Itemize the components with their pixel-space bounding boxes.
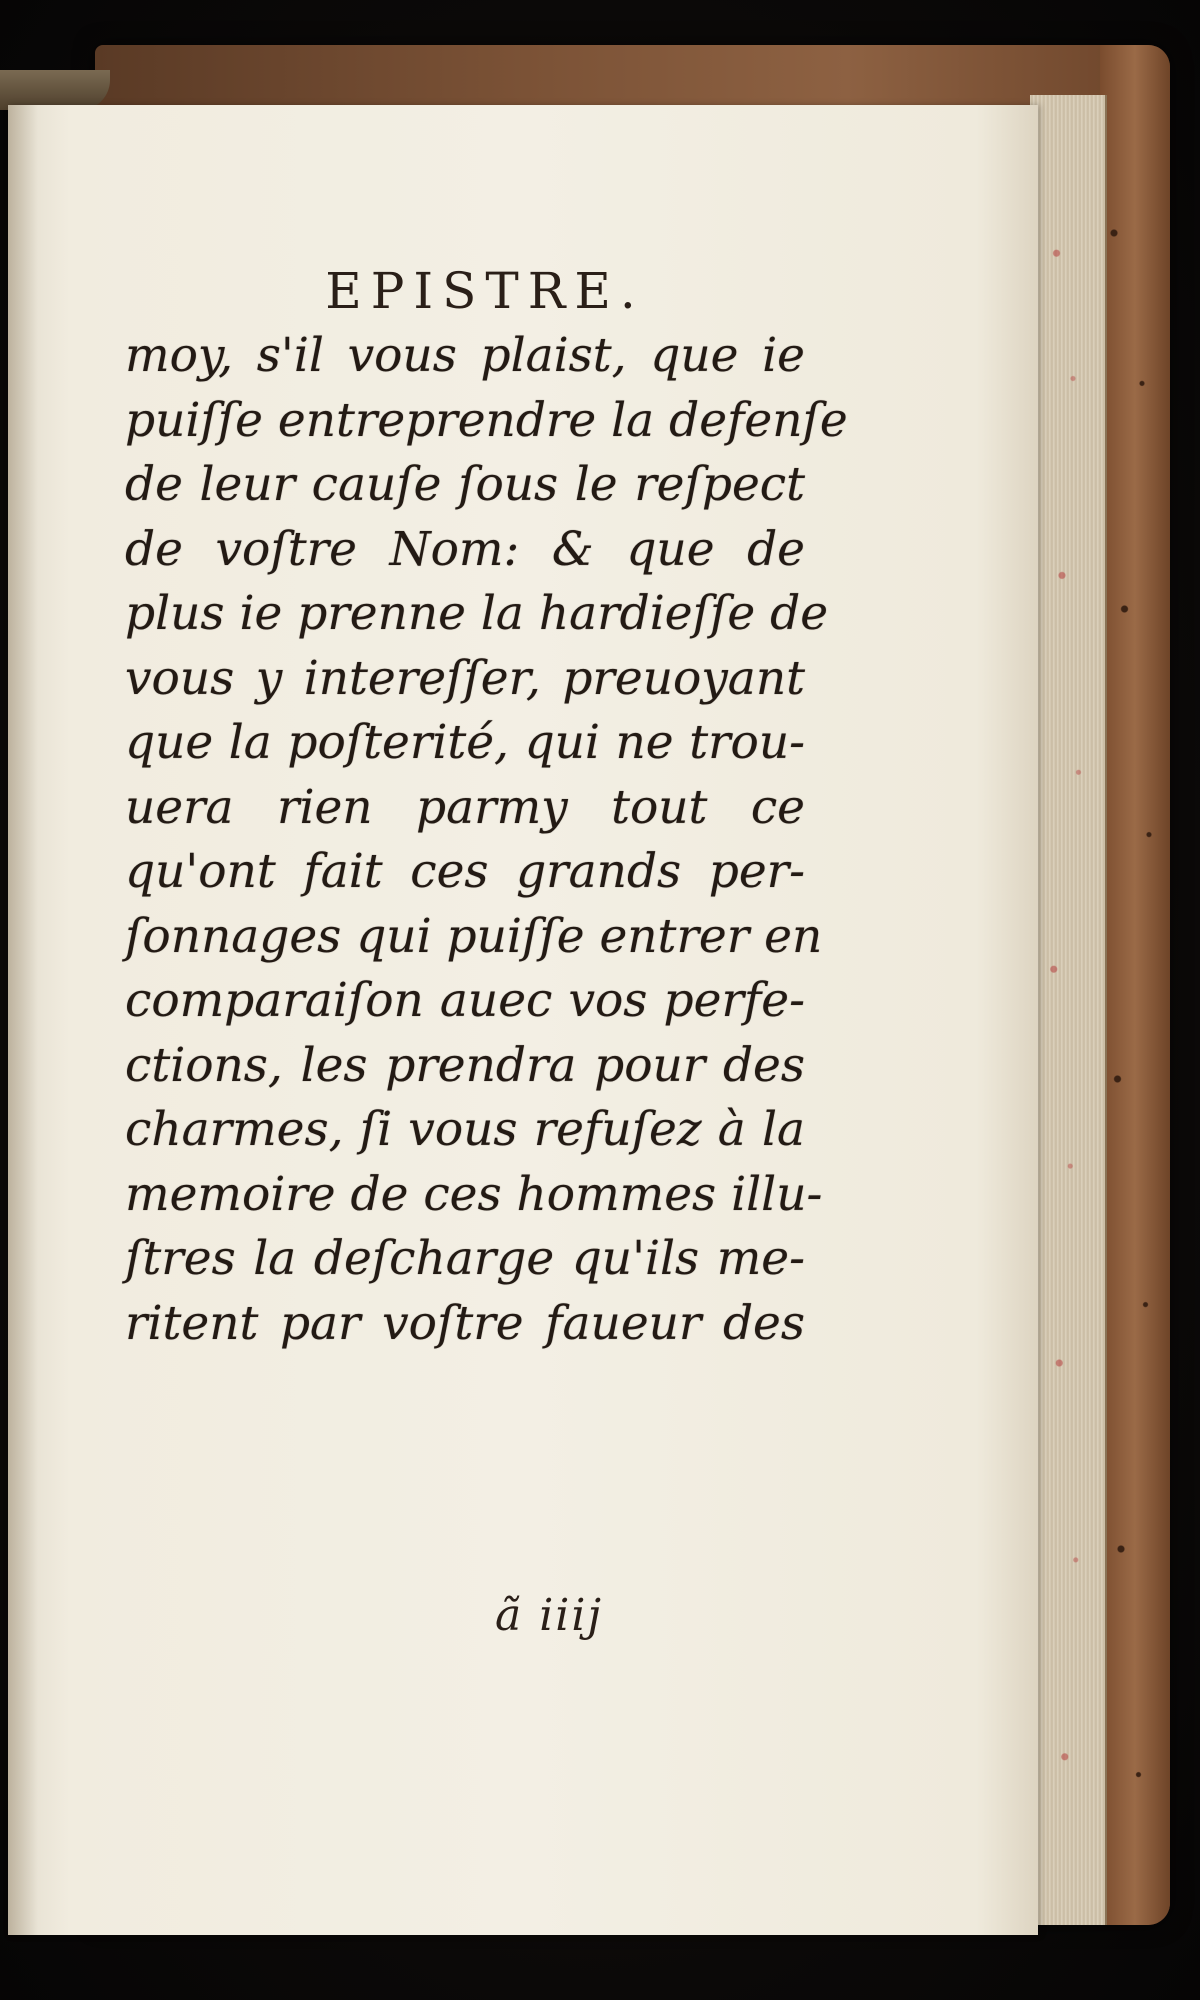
text-line-8: uera rien parmy tout ce	[125, 779, 805, 835]
text-line-2: puiſſe entreprendre la defenſe	[125, 392, 848, 448]
text-line-15: ſtres la deſcharge qu'ils me-	[125, 1231, 805, 1286]
text-line-11: comparaiſon auec vos perfe-	[125, 973, 805, 1028]
text-line-12: ctions, les prendra pour des	[125, 1037, 805, 1093]
text-line-13: charmes, ſi vous refuſez à la	[125, 1102, 805, 1157]
running-header: EPISTRE.	[325, 262, 645, 320]
spine-corner	[0, 70, 110, 110]
gutter-shadow	[8, 105, 38, 1935]
text-line-10: ſonnages qui puiſſe entrer en	[125, 908, 823, 964]
text-line-16: ritent par voſtre faueur des	[125, 1295, 805, 1351]
text-line-9: qu'ont fait ces grands per-	[125, 844, 805, 899]
text-line-5: plus ie prenne la hardieſſe de	[125, 586, 829, 641]
cover-edge-leather	[1100, 45, 1170, 1925]
text-line-14: memoire de ces hommes illu-	[125, 1166, 823, 1222]
text-line-4: de voſtre Nom: & que de	[125, 521, 805, 577]
text-line-1: moy, s'il vous plaist, que ie	[125, 328, 805, 383]
text-line-3: de leur cauſe ſous le reſpect	[125, 457, 805, 512]
red-sprinkled-edge	[1040, 110, 1095, 1900]
text-line-6: vous y intereſſer, preuoyant	[125, 650, 805, 706]
text-line-7: que la poſterité, qui ne trou-	[125, 715, 805, 770]
signature-mark: ã iiij	[495, 1590, 604, 1641]
page-text	[125, 262, 848, 1356]
